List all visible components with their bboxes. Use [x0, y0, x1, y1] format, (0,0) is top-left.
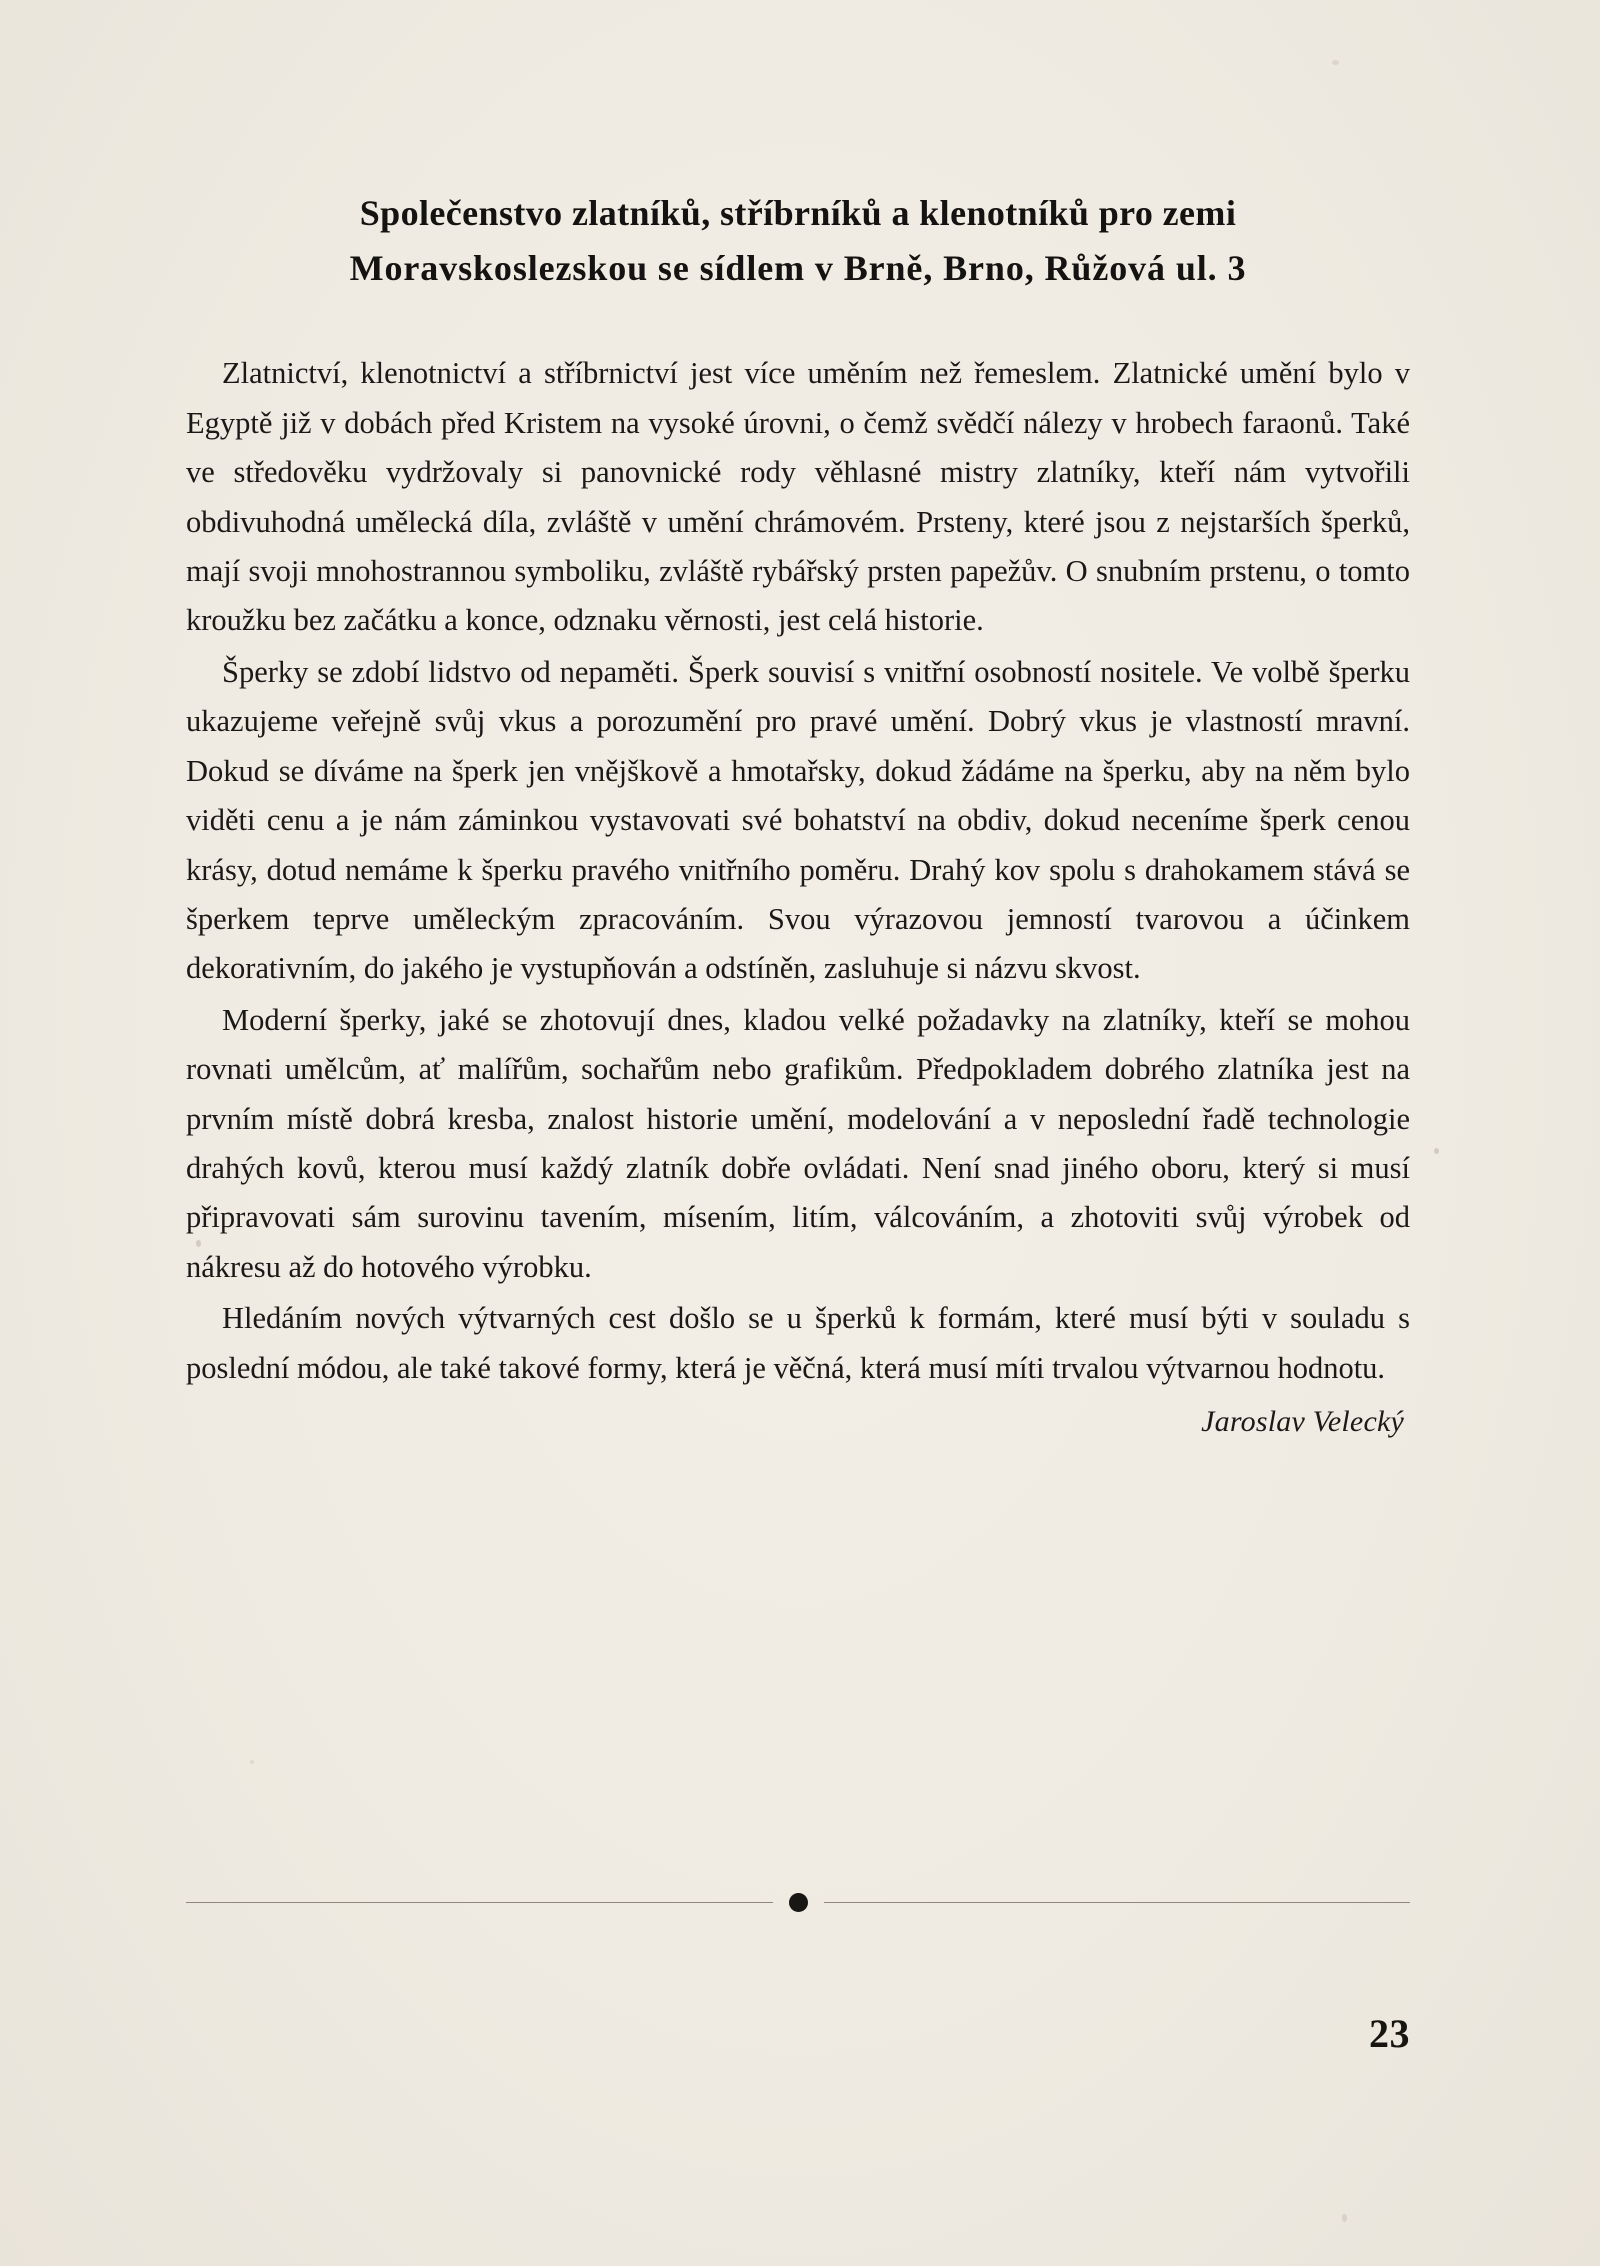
article [186, 186, 1410, 1439]
page-title [186, 186, 1410, 295]
paragraph-4: Hledáním nových výtvarných cest došlo se u šperků k formám, které musí býti v souladu s poslední módou, ale také takové formy, která je věčná, která musí míti trvalou výtvarnou hodnotu. [186, 1301, 1410, 1385]
article-body [186, 349, 1410, 1393]
divider-rule-left [186, 1902, 773, 1903]
page-title-line-2: Moravskoslezskou se sídlem v Brně, Brno, Růžová ul. 3 [349, 247, 1247, 288]
page-title-line-1: Společenstvo zlatníků, stříbrníků a klenotníků pro zemi [359, 193, 1237, 233]
paragraph-3: Moderní šperky, jaké se zhotovují dnes, kladou velké požadavky na zlatníky, kteří se mohou rovnati umělcům, ať malířům, sochařům nebo grafikům. Předpokladem dobrého zlatníka jest na prvním místě dobrá kresba, znalost historie umění, modelování a v neposlední řadě technologie drahých kovů, kterou musí každý zlatník dobře ovládati. Není snad jiného oboru, který si musí připravovati sám surovinu tavením, mísením, litím, válcováním, a zhotoviti svůj výrobek od nákresu až do hotového výrobku. [186, 1002, 1410, 1284]
filled-circle-icon [789, 1893, 808, 1912]
paragraph-1: Zlatnictví, klenotnictví a stříbrnictví jest více uměním než řemeslem. Zlatnické umění bylo v Egyptě již v dobách před Kristem na vysoké úrovni, o čemž svědčí nálezy v hrobech faraonů. Také ve středověku vydržovaly si panovnické rody věhlasné mistry zlatníky, kteří nám vytvořili obdivuhodná umělecká díla, zvláště v umění chrámovém. Prsteny, které jsou z nejstarších šperků, mají svoji mnohostrannou symboliku, zvláště rybářský prsten papežův. O snubním prstenu, o tomto kroužku bez začátku a konce, odznaku věrnosti, jest celá historie. [186, 356, 1410, 638]
paragraph-2: Šperky se zdobí lidstvo od nepaměti. Šperk souvisí s vnitřní osobností nositele. Ve volbě šperku ukazujeme veřejně svůj vkus a porozumění pro pravé umění. Dobrý vkus je vlastností mravní. Dokud se díváme na šperk jen vnějškově a hmotařsky, dokud žádáme na šperku, aby na něm bylo viděti cenu a je nám záminkou vystavovati své bohatství na obdiv, dokud neceníme šperk cenou krásy, dotud nemáme k šperku pravého vnitřního poměru. Drahý kov spolu s drahokamem stává se šperkem teprve uměleckým zpracováním. Svou výrazovou jemností tvarovou a účinkem dekorativním, do jakého je vystupňován a odstíněn, zasluhuje si názvu skvost. [186, 654, 1410, 986]
section-divider [186, 1890, 1410, 1914]
divider-rule-right [824, 1902, 1411, 1903]
page-number: 23 [1369, 2011, 1410, 2056]
author-signature: Jaroslav Velecký [1201, 1404, 1404, 1438]
